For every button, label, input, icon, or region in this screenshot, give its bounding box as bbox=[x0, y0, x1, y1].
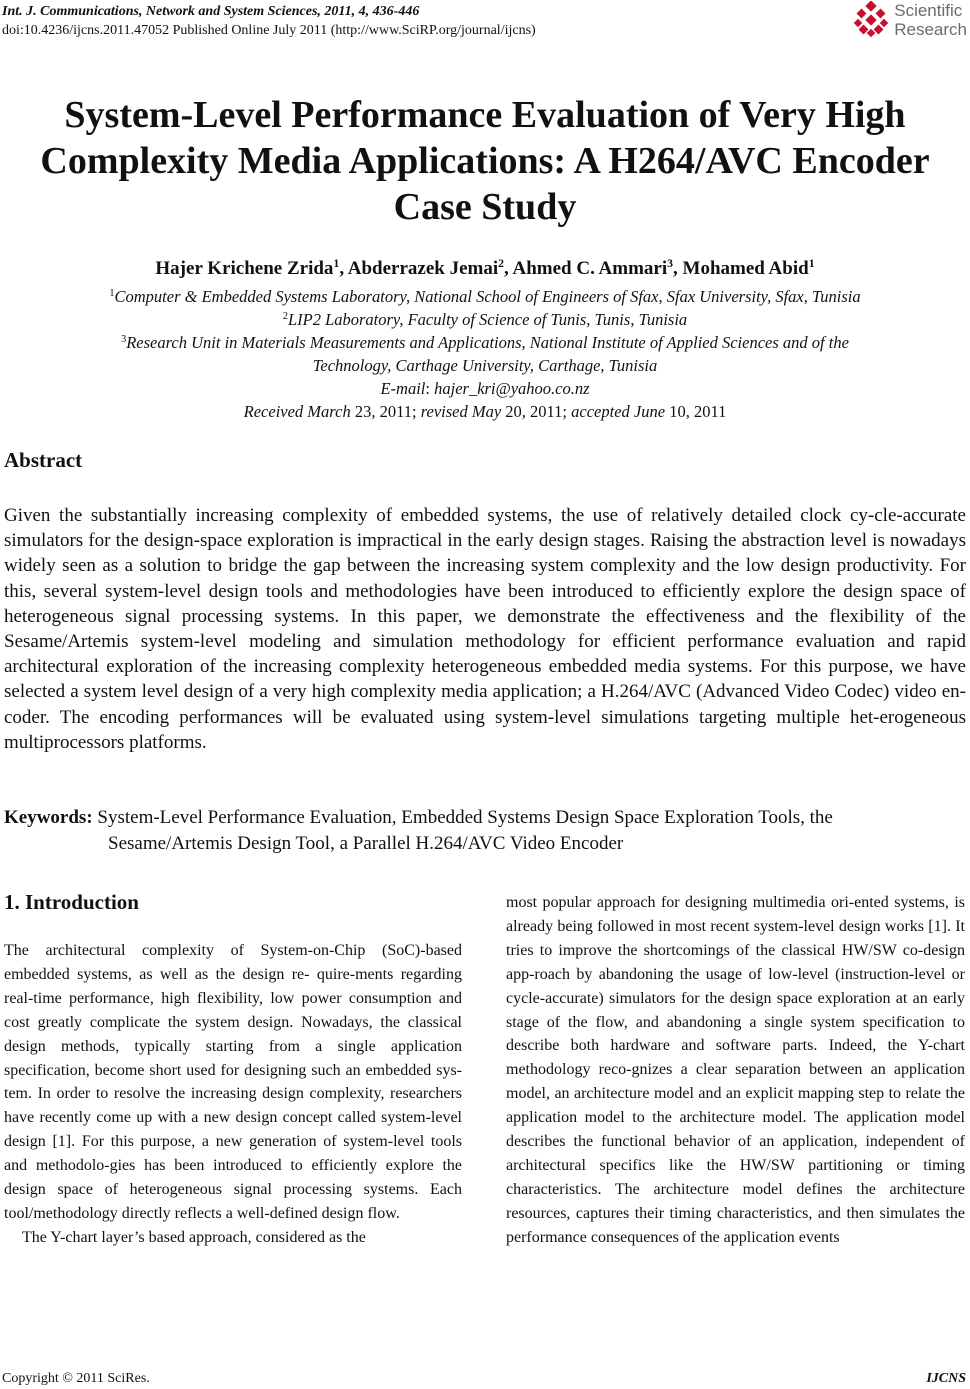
keywords bbox=[4, 805, 966, 856]
email-line bbox=[0, 377, 970, 400]
author-name: Ahmed C. Ammari bbox=[512, 258, 668, 279]
logo-line-1: Scientific bbox=[894, 1, 963, 20]
title-line: Complexity Media Applications: A H264/AVC Encoder bbox=[40, 140, 930, 182]
affiliation-mark: 2 bbox=[282, 310, 288, 322]
abstract-heading: Abstract bbox=[4, 448, 83, 472]
received-date: 23, 2011; bbox=[350, 402, 421, 421]
keywords-label: Keywords: bbox=[4, 807, 93, 828]
author-separator: , bbox=[504, 258, 513, 279]
author-list bbox=[0, 257, 970, 281]
affiliations bbox=[0, 285, 970, 423]
revised-label: revised May bbox=[420, 402, 502, 421]
affiliation-3 bbox=[0, 331, 970, 354]
revised-date: 20, 2011; bbox=[501, 402, 572, 421]
author-affiliation-mark: 1 bbox=[333, 256, 340, 270]
affiliation-mark: 3 bbox=[121, 333, 127, 345]
paper-title bbox=[0, 92, 970, 230]
affiliation-2 bbox=[0, 308, 970, 331]
received-label: Received March bbox=[243, 402, 351, 421]
affiliation-mark: 1 bbox=[109, 287, 115, 299]
footer-journal: IJCNS bbox=[926, 1371, 966, 1386]
scientific-research-logo-icon bbox=[852, 1, 890, 39]
author-affiliation-mark: 3 bbox=[667, 256, 674, 270]
journal-reference: Int. J. Communications, Network and System Sciences, 2011, 4, 436-446 bbox=[2, 4, 420, 19]
accepted-date: 10, 2011 bbox=[665, 402, 727, 421]
email-label: E-mail bbox=[380, 379, 426, 398]
logo-line-2: Research bbox=[894, 20, 967, 39]
title-line: Case Study bbox=[393, 186, 577, 228]
section-heading: 1. Introduction bbox=[4, 890, 139, 914]
affiliation-text: Technology, Carthage University, Carthage, Tunisia bbox=[312, 356, 658, 375]
email-separator: : bbox=[425, 379, 435, 398]
author-separator: , bbox=[339, 258, 348, 279]
paragraph: The Y-chart layer’s based approach, considered as the bbox=[22, 1228, 366, 1246]
author-name: Mohamed Abid bbox=[682, 258, 809, 279]
author-affiliation-mark: 2 bbox=[498, 256, 505, 270]
doi-line: doi:10.4236/ijcns.2011.47052 Published Online July 2011 (http://www.SciRP.org/journal/ijcns) bbox=[2, 23, 536, 38]
journal-header bbox=[2, 2, 536, 40]
accepted-label: accepted June bbox=[571, 402, 666, 421]
title-line: System-Level Performance Evaluation of Very High bbox=[64, 94, 906, 136]
affiliation-text: LIP2 Laboratory, Faculty of Science of Tunis, Tunis, Tunisia bbox=[287, 310, 688, 329]
paragraph: The architectural complexity of System-on-Chip (SoC)-based embedded systems, as well as the design re- quire-ments regarding real-time performance, high flexibility, low power consumption and cost greatly complicate the system design. Nowadays, the classical design methods, typically starting from a single application specification, become short used for designing such an embedded sys-tem. In order to resolve the increasing design complexity, researchers have recently come up with a new design concept called system-level design [1]. For this purpose, a new generation of system-level tools and methodolo-gies has been introduced to efficiently explore the design space of heterogeneous signal processing systems. Each tool/methodology directly reflects a well-defined design flow. bbox=[4, 942, 462, 1222]
keywords-line-1: System-Level Performance Evaluation, Embedded Systems Design Space Exploration Tools, the bbox=[92, 807, 833, 828]
author-name: Hajer Krichene Zrida bbox=[155, 258, 334, 279]
body-column-right: most popular approach for designing multimedia ori-ented systems, is already being followed in most recent system-level design works [1]. It tries to improve the shortcomings of the classical HW/SW co-design app-roach by abandoning the usage of low-level (instruction-level or cycle-accurate) simulators for the design space exploration at an early stage of the flow, and abandoning a single system specification to describe both hardware and software parts. Indeed, the Y-chart methodology reco-gnizes a clear separation between an application model, an architecture model and an explicit mapping step to relate the application model to the architecture model. The application model describes the functional behavior of an application, independent of architectural specifics like the HW/SW partitioning or timing characteristics. The architecture model defines the architecture resources, captures their timing characteristics, and then simulates the performance consequences of the application events bbox=[506, 894, 965, 1246]
email-address: hajer_kri@yahoo.co.nz bbox=[434, 379, 590, 398]
affiliation-text: Computer & Embedded Systems Laboratory, National School of Engineers of Sfax, Sfax University, Sfax, Tunisia bbox=[114, 287, 861, 306]
author-affiliation-mark: 1 bbox=[808, 256, 815, 270]
dates-line bbox=[0, 400, 970, 423]
affiliation-3-cont bbox=[0, 354, 970, 377]
author-separator: , bbox=[673, 258, 683, 279]
affiliation-text: Research Unit in Materials Measurements and Applications, National Institute of Applied Sciences and of the bbox=[126, 333, 849, 352]
author-name: Abderrazek Jemai bbox=[347, 258, 499, 279]
publisher-logo bbox=[852, 1, 967, 39]
keywords-line-2: Sesame/Artemis Design Tool, a Parallel H.264/AVC Video Encoder bbox=[108, 832, 624, 854]
abstract-text: Given the substantially increasing complexity of embedded systems, the use of relatively detailed clock cy-cle-accurate simulators for the design-space exploration is impractical in the early design stages. Raising the abstraction level is nowadays widely seen as a solution to bridge the gap between the increasing system complexity and the low design productivity. For this, several system-level design tools and methodologies have been introduced to efficiently explore the design space of heterogeneous signal processing systems. In this paper, we demonstrate the effectiveness and the flexibility of the Sesame/Artemis system-level modeling and simulation methodology for efficient performance evaluation and rapid architectural exploration of the increasing complexity heterogeneous embedded media systems. For this purpose, we have selected a system level design of a very high complexity media application; a H.264/AVC (Advanced Video Codec) video en-coder. The encoding performances will be evaluated using system-level simulations targeting multiple het-erogeneous multiprocessors platforms. bbox=[4, 505, 966, 753]
footer-copyright: Copyright © 2011 SciRes. bbox=[2, 1371, 150, 1386]
body-column-left bbox=[4, 939, 462, 1250]
affiliation-1 bbox=[0, 285, 970, 308]
